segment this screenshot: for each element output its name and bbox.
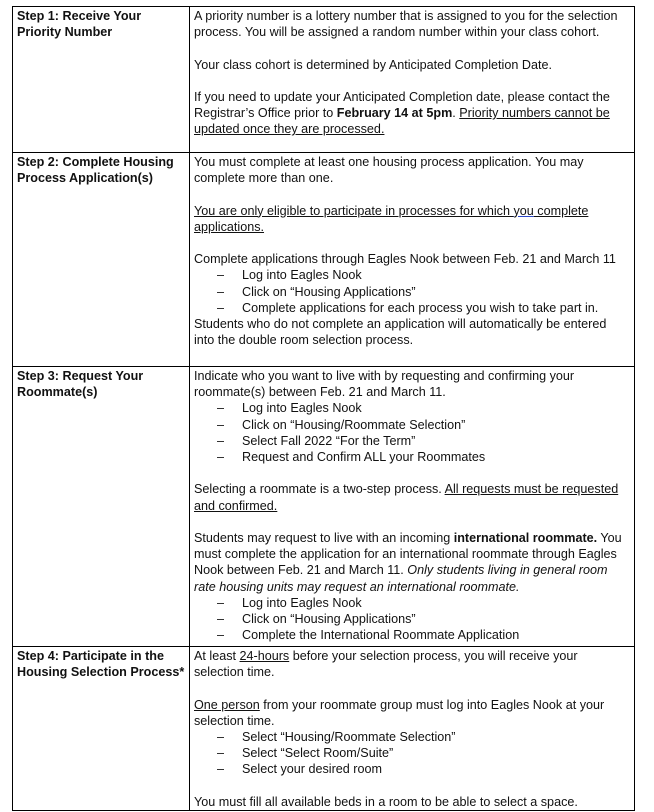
list-item: – Click on “Housing Applications” [194,611,630,627]
step3-paragraph-2: Selecting a roommate is a two-step process. All requests must be requested and confirmed. [194,482,619,513]
step3-paragraph-1: Indicate who you want to live with by requesting and confirming your roommate(s) between Feb. 21 and March 11. [194,369,575,400]
list-item: – Log into Eagles Nook [194,400,630,416]
step-row-3 [13,367,635,647]
priority-note: Priority numbers cannot be updated once they are processed. [194,106,610,137]
list-item: – Select your desired room [194,761,630,777]
step4-paragraph-2: One person from your roommate group must log into Eagles Nook at your selection time. [194,697,605,728]
list-item: – Log into Eagles Nook [194,595,630,611]
step-content-3 [190,367,635,647]
step4-list [194,729,630,778]
list-item: – Select Fall 2022 “For the Term” [194,433,630,449]
step2-list [194,267,630,316]
list-item: – Complete applications for each process you wish to take part in. [194,300,630,316]
step2-paragraph-1: You must complete at least one housing process application. You may complete more than one. [194,155,584,186]
step-title-2: Step 2: Complete Housing Process Application(s) [13,153,190,367]
list-item: – Select “Select Room/Suite” [194,745,630,761]
step1-paragraph-1: A priority number is a lottery number that is assigned to you for the selection process. You will be assigned a random number within your class cohort. [194,9,618,40]
list-item: – Log into Eagles Nook [194,267,630,283]
deadline-text: February 14 at 5pm [336,106,453,121]
step1-paragraph-2: Your class cohort is determined by Anticipated Completion Date. [194,57,552,72]
you-word: you [513,203,534,218]
step-content-2 [190,153,635,367]
housing-steps-table [12,6,635,811]
step-content-4 [190,647,635,811]
step4-paragraph-3: You must fill all available beds in a room to be able to select a space. [194,794,578,809]
step3-list-2 [194,595,630,644]
step4-paragraph-1: At least 24-hours before your selection process, you will receive your selection time. [194,649,578,680]
list-item: – Request and Confirm ALL your Roommates [194,449,630,465]
list-item: – Select “Housing/Roommate Selection” [194,729,630,745]
list-item: – Click on “Housing Applications” [194,284,630,300]
step2-paragraph-4: Students who do not complete an application will automatically be entered into the double room selection process. [194,317,607,348]
step-row-1 [13,7,635,153]
step3-paragraph-3: Students may request to live with an incoming international roommate. You must complete the application for an international roommate through Eagles Nook between Feb. 21 and March 11. Only students living in general room rate housing units may request an international roommate. [194,531,622,594]
step-title-3: Step 3: Request Your Roommate(s) [13,367,190,647]
step-content-1 [190,7,635,153]
step3-list-1 [194,400,630,465]
step2-paragraph-2: You are only eligible to participate in processes for which you complete applications. [194,203,589,234]
step-title-4: Step 4: Participate in the Housing Selection Process* [13,647,190,811]
step2-paragraph-3: Complete applications through Eagles Nook between Feb. 21 and March 11 [194,252,616,267]
step-row-2 [13,153,635,367]
list-item: – Complete the International Roommate Application [194,627,630,643]
step1-paragraph-3: If you need to update your Anticipated Completion date, please contact the Registrar’s Office prior to February 14 at 5pm. Priority numbers cannot be updated once they are processed. [194,89,610,137]
list-item: – Click on “Housing/Roommate Selection” [194,417,630,433]
step-title-1: Step 1: Receive Your Priority Number [13,7,190,153]
step-row-4 [13,647,635,811]
